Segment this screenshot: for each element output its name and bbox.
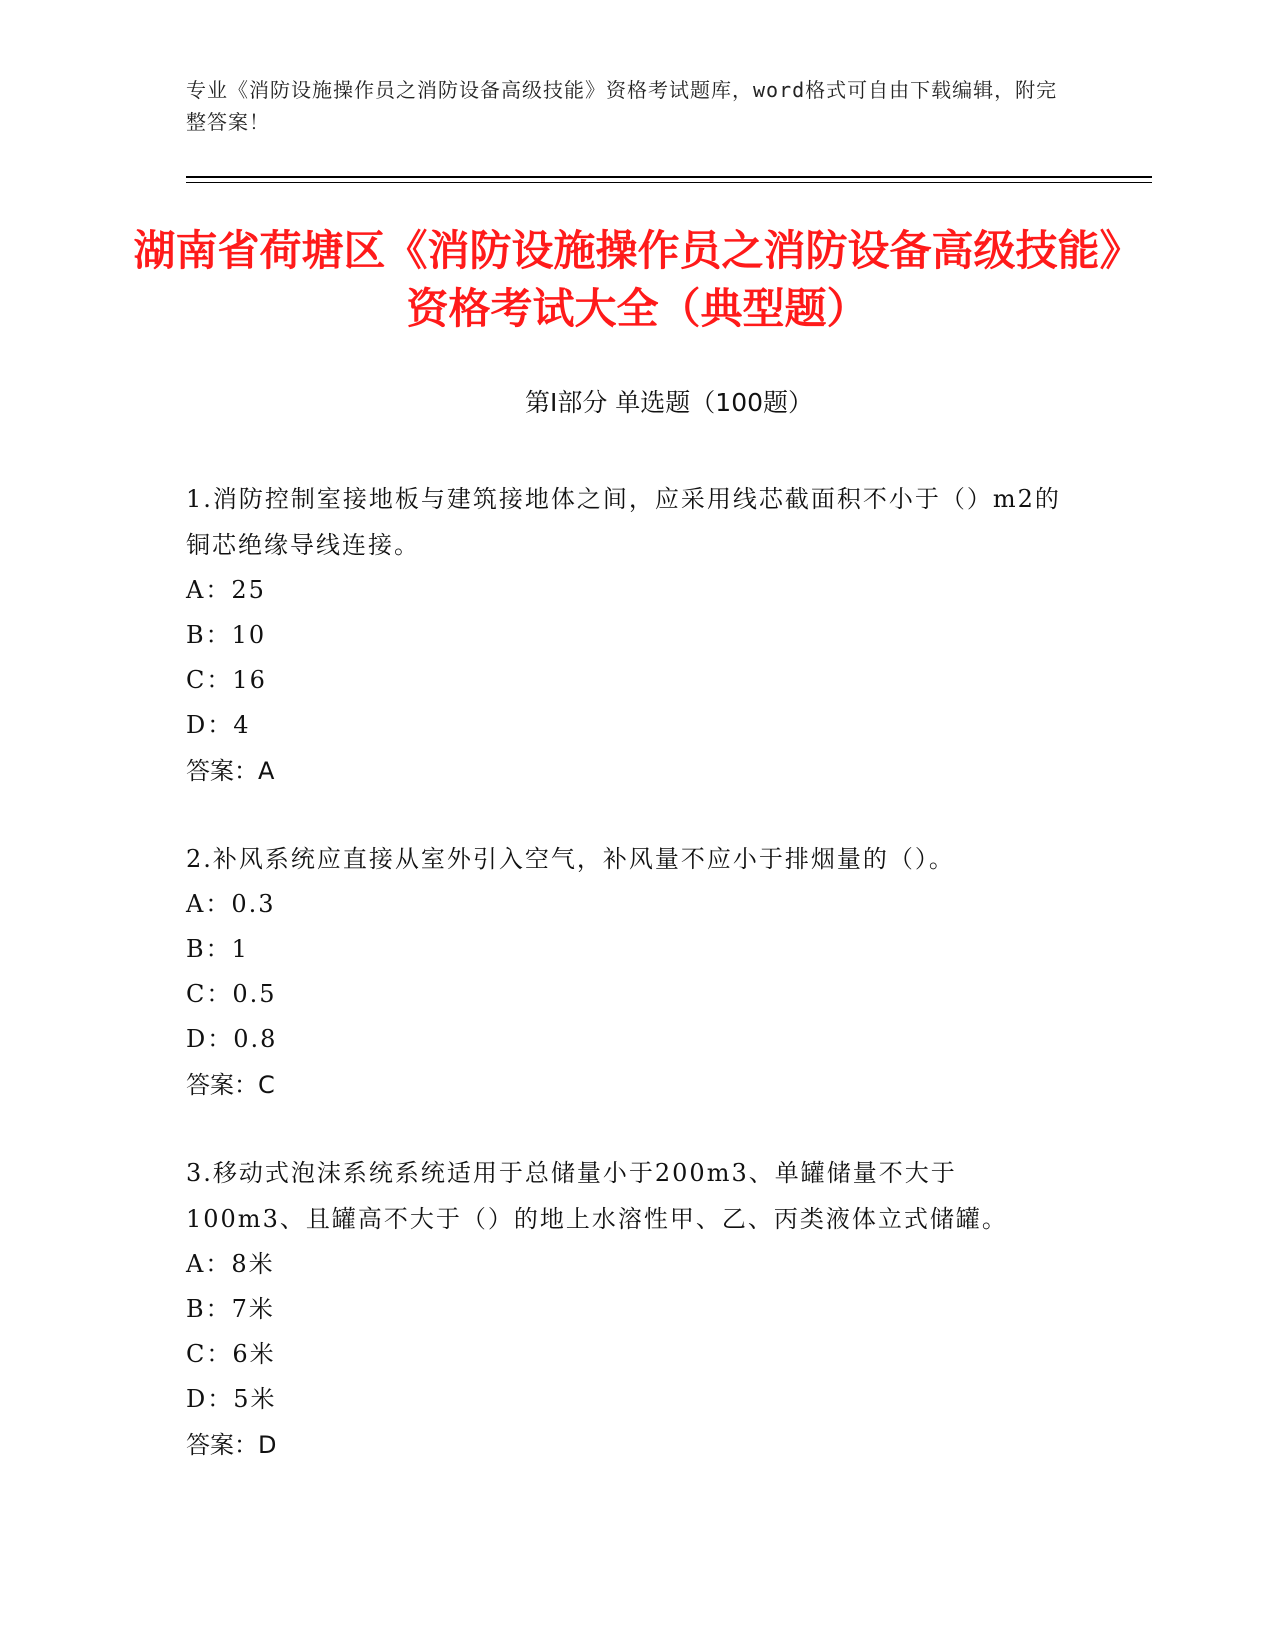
option-a: A：25 [186,576,266,604]
option-b: B：10 [186,621,267,649]
option-c: C：0.5 [186,980,277,1008]
question-list [186,476,1066,1510]
document-title: 湖南省荷塘区《消防设施操作员之消防设备高级技能》资格考试大全（典型题） [133,226,1142,333]
question-answer: 答案：A [186,757,275,785]
option-c: C：6米 [186,1340,276,1368]
header-divider-thin [186,182,1152,183]
question-answer: 答案：C [186,1071,275,1099]
option-b: B：7米 [186,1295,275,1323]
option-a: A：0.3 [186,890,276,918]
question-stem: 3.移动式泡沫系统系统适用于总储量小于200m3、单罐储量不大于100m3、且罐高不大于（）的地上水溶性甲、乙、丙类液体立式储罐。 [186,1159,1008,1233]
header-note: 专业《消防设施操作员之消防设备高级技能》资格考试题库，word格式可自由下载编辑，附完整答案！ [186,78,1058,134]
option-d: D：4 [186,711,251,739]
question-item [186,836,1066,1108]
question-answer: 答案：D [186,1431,277,1459]
question-stem: 1.消防控制室接地板与建筑接地体之间，应采用线芯截面积不小于（）m2的铜芯绝缘导线连接。 [186,485,1061,559]
option-d: D：0.8 [186,1025,278,1053]
option-b: B：1 [186,935,249,963]
header-divider-thick [186,176,1152,178]
question-item [186,1150,1066,1468]
question-stem: 2.补风系统应直接从室外引入空气，补风量不应小于排烟量的（）。 [186,845,955,873]
option-c: C：16 [186,666,267,694]
section-heading: 第Ⅰ部分 单选题（100题） [524,388,814,417]
option-a: A：8米 [186,1250,275,1278]
question-item [186,476,1066,794]
option-d: D：5米 [186,1385,277,1413]
